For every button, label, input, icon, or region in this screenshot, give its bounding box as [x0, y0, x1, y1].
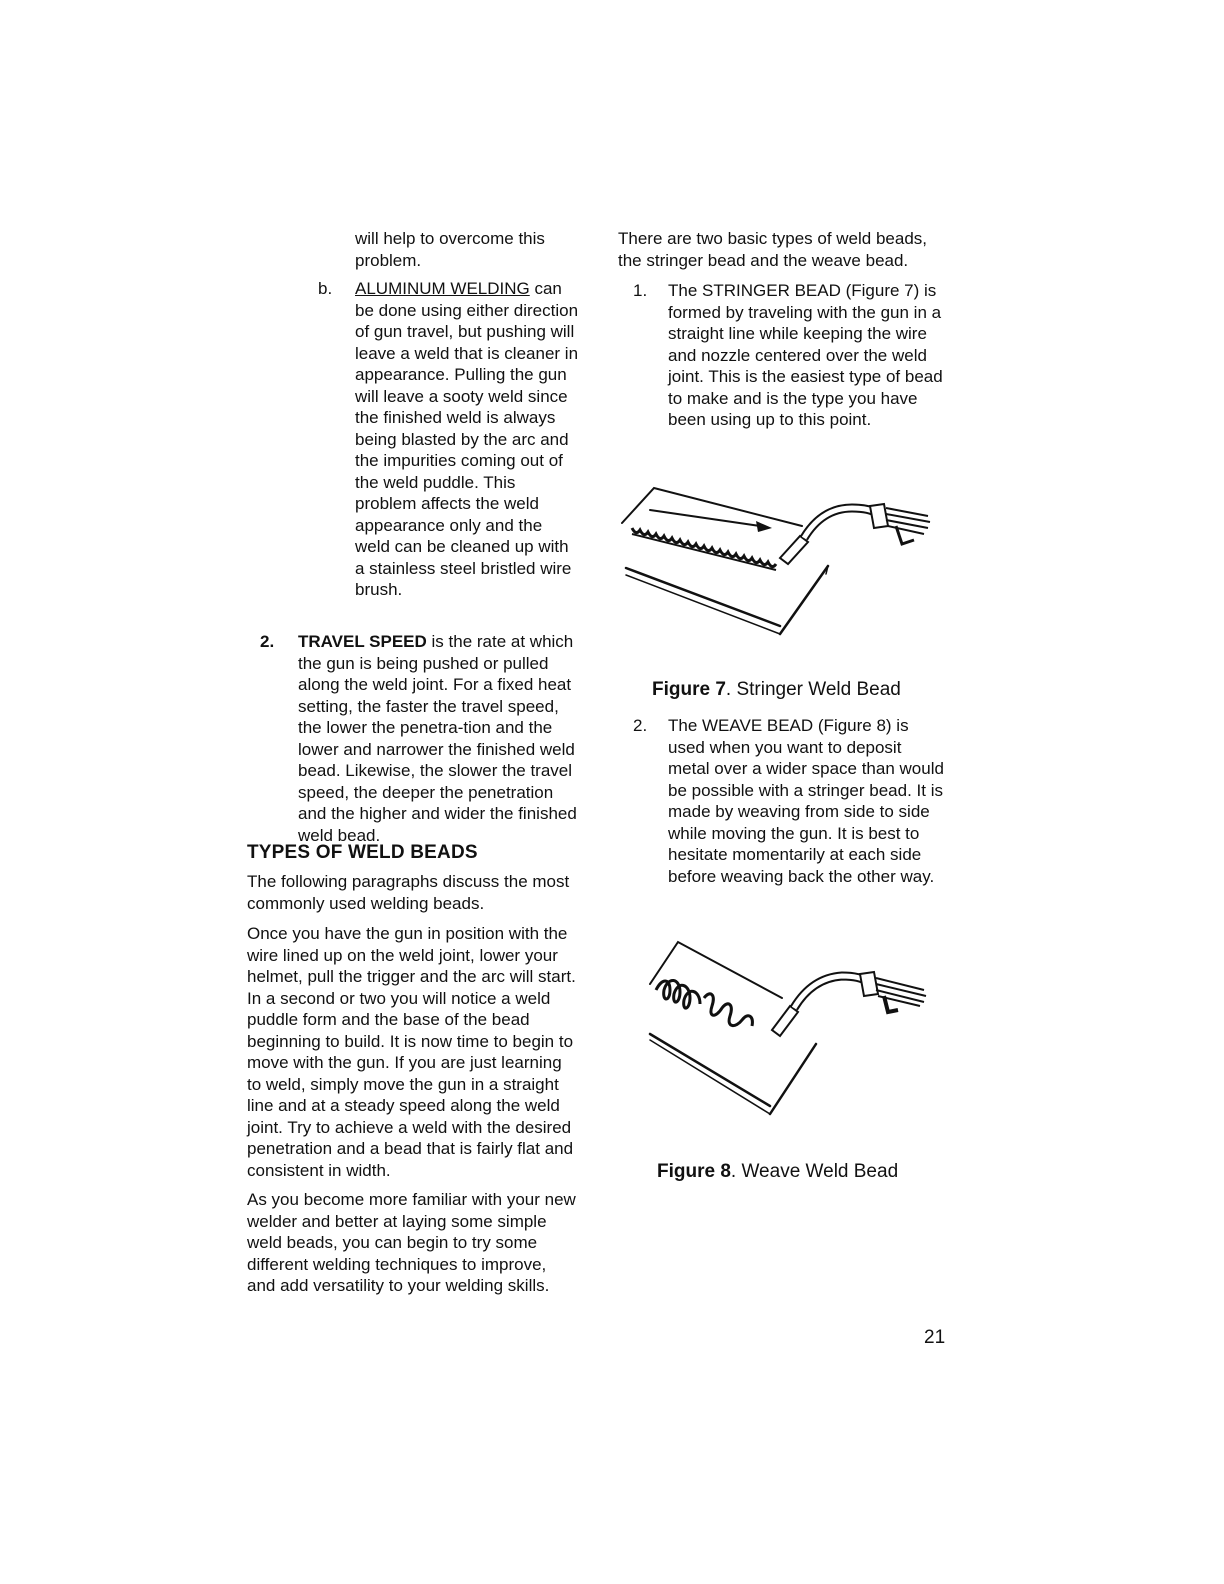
- figure-8-caption: [657, 1161, 898, 1183]
- figure-8-title: . Weave Weld Bead: [730, 1161, 899, 1182]
- section-heading: TYPES OF WELD BEADS: [247, 842, 478, 863]
- figure-7-caption: [652, 679, 901, 701]
- stringer-item-marker: 1.: [633, 281, 648, 300]
- technique-paragraph: Once you have the gun in position with the wire lined up on the weld joint, lower your helmet, pull the trigger and the arc will start. In a second or two you will notice a weld puddle form and the base of the bead beginning to build. It is now time to begin to move with the gun. If you are just learning to weld, simply move the gun in a straight line and at a steady speed along the weld joint. Try to achieve a weld with the desired penetration and a bead that is fairly flat and consistent in width.: [247, 924, 576, 1180]
- aluminum-welding-term: ALUMINUM WELDING: [355, 279, 530, 298]
- weave-bead-illustration: [640, 938, 940, 1118]
- continued-text: will help to overcome this problem.: [355, 229, 545, 270]
- intro-paragraph: The following paragraphs discuss the most commonly used welding beads.: [247, 872, 570, 913]
- bead-types-intro: There are two basic types of weld beads, the stringer bead and the weave bead.: [618, 229, 927, 270]
- weave-item-marker: 2.: [633, 716, 648, 735]
- travel-speed-term: TRAVEL SPEED: [298, 632, 427, 651]
- item-2-marker: 2.: [260, 632, 275, 651]
- travel-speed-text: is the rate at which the gun is being pushed or pulled along the weld joint. For a fixed heat setting, the faster the travel speed, the lower the penetra-tion and the lower and narrower the finished weld bead. Likewise, the slower the travel speed, the deeper the penetration and the higher and wider the finished weld bead.: [298, 632, 577, 845]
- travel-speed-paragraph: [298, 631, 578, 846]
- aluminum-welding-text: can be done using either direction of gun travel, but pushing will leave a weld that is cleaner in appearance. Pulling the gun will leave a sooty weld since the finished weld is always being blasted by the arc and the impurities coming out of the weld puddle. This problem affects the weld appearance only and the weld can be cleaned up with a stainless steel bristled wire brush.: [355, 279, 579, 599]
- figure-8-label: Figure 8: [657, 1161, 731, 1182]
- versatility-paragraph: As you become more familiar with your new welder and better at laying some simple weld beads, you can begin to try some different welding techniques to improve, and add versatility to your welding skills.: [247, 1190, 576, 1295]
- stringer-bead-paragraph: The STRINGER BEAD (Figure 7) is formed by traveling with the gun in a straight line while keeping the wire and nozzle centered over the weld joint. This is the easiest type of bead to make and is the type you have been using up to this point.: [668, 281, 943, 429]
- item-b-marker: b.: [318, 279, 333, 298]
- figure-7-label: Figure 7: [652, 679, 726, 700]
- page-number: 21: [924, 1327, 946, 1348]
- weave-bead-paragraph: The WEAVE BEAD (Figure 8) is used when you want to deposit metal over a wider space than would be possible with a stringer bead. It is made by weaving from side to side while moving the gun. It is best to hesitate momentarily at each side before weaving back the other way.: [668, 716, 944, 886]
- stringer-bead-illustration: [612, 478, 942, 646]
- figure-7-title: . Stringer Weld Bead: [725, 679, 901, 700]
- aluminum-welding-paragraph: [355, 278, 580, 601]
